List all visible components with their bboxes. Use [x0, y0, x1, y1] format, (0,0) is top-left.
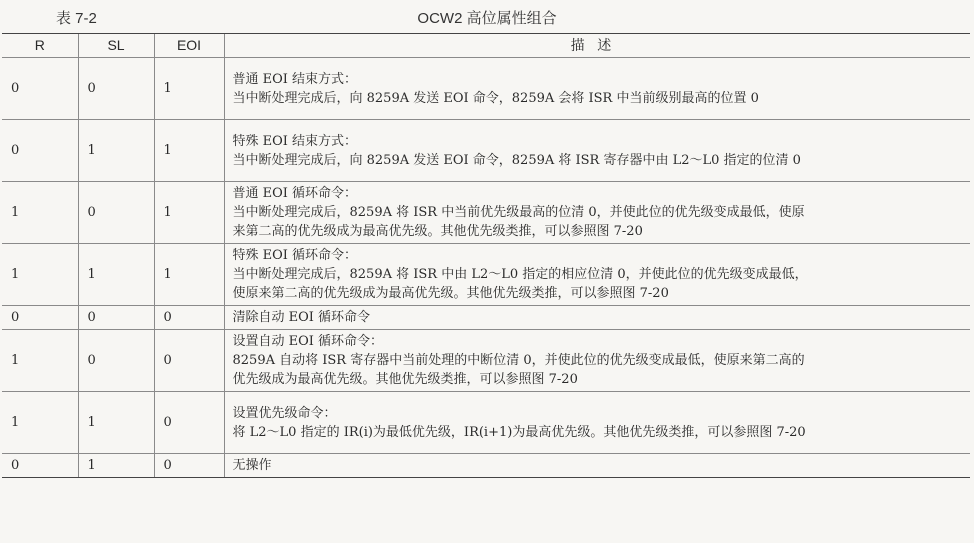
cell-r: 1 [2, 330, 78, 392]
cell-eoi: 1 [154, 58, 224, 120]
cell-eoi: 1 [154, 182, 224, 244]
cell-r: 0 [2, 58, 78, 120]
table-row [2, 392, 970, 454]
table-row [2, 120, 970, 182]
description-line: 使原来第二高的优先级成为最高优先级。其他优先级类推，可以参照图 7-20 [232, 286, 669, 301]
description-line: 优先级成为最高优先级。其他优先级类推，可以参照图 7-20 [232, 372, 578, 387]
description-line: 当中断处理完成后，向 8259A 发送 EOI 命令，8259A 将 ISR 寄存器中由 L2～L0 指定的位清 0 [232, 152, 801, 168]
description-line: 无操作 [232, 458, 272, 473]
cell-description [224, 58, 970, 120]
table-row [2, 330, 970, 392]
cell-r: 1 [2, 392, 78, 454]
description-line: 将 L2～L0 指定的 IR(i)为最低优先级，IR(i+1)为最高优先级。其他优先级类推，可以参照图 7-20 [232, 424, 806, 440]
cell-description [224, 244, 970, 306]
description-line: 来第二高的优先级成为最高优先级。其他优先级类推，可以参照图 7-20 [232, 224, 643, 239]
cell-r: 1 [2, 182, 78, 244]
table-row [2, 306, 970, 330]
header-r: R [2, 34, 78, 58]
cell-r: 1 [2, 244, 78, 306]
cell-description [224, 182, 970, 244]
cell-sl: 1 [78, 454, 154, 478]
description-line: 当中断处理完成后，8259A 将 ISR 中当前优先级最高的位清 0，并使此位的优先级变成最低，使原 [232, 205, 805, 220]
table-row [2, 454, 970, 478]
cell-description [224, 120, 970, 182]
cell-description [224, 330, 970, 392]
cell-sl: 0 [78, 306, 154, 330]
table-title: OCW2 高位属性组合 [417, 10, 557, 27]
table-caption [0, 4, 974, 28]
description-line: 设置优先级命令： [232, 405, 337, 421]
ocw2-attribute-table [2, 33, 970, 478]
cell-eoi: 0 [154, 306, 224, 330]
cell-r: 0 [2, 120, 78, 182]
table-row [2, 58, 970, 120]
cell-sl: 1 [78, 244, 154, 306]
description-line: 普通 EOI 循环命令： [232, 186, 358, 201]
cell-r: 0 [2, 454, 78, 478]
cell-sl: 0 [78, 58, 154, 120]
header-sl: SL [78, 34, 154, 58]
description-line: 设置自动 EOI 循环命令： [232, 334, 384, 349]
cell-sl: 1 [78, 120, 154, 182]
cell-sl: 0 [78, 330, 154, 392]
header-eoi: EOI [154, 34, 224, 58]
cell-r: 0 [2, 306, 78, 330]
header-row [2, 34, 970, 58]
cell-sl: 0 [78, 182, 154, 244]
table-row [2, 182, 970, 244]
header-description: 描述 [224, 34, 970, 58]
description-line: 当中断处理完成后，8259A 将 ISR 中由 L2～L0 指定的相应位清 0，并使此位的优先级变成最低， [232, 267, 808, 282]
cell-eoi: 0 [154, 392, 224, 454]
cell-description [224, 306, 970, 330]
description-line: 特殊 EOI 循环命令： [232, 248, 358, 263]
cell-description [224, 454, 970, 478]
table-number: 表 7-2 [56, 10, 97, 27]
cell-sl: 1 [78, 392, 154, 454]
cell-description [224, 392, 970, 454]
cell-eoi: 1 [154, 120, 224, 182]
cell-eoi: 0 [154, 330, 224, 392]
description-line: 当中断处理完成后，向 8259A 发送 EOI 命令，8259A 会将 ISR 中当前级别最高的位置 0 [232, 90, 759, 106]
description-line: 特殊 EOI 结束方式： [232, 133, 358, 149]
cell-eoi: 0 [154, 454, 224, 478]
description-line: 8259A 自动将 ISR 寄存器中当前处理的中断位清 0，并使此位的优先级变成最低，使原来第二高的 [232, 353, 805, 368]
description-line: 普通 EOI 结束方式： [232, 71, 358, 87]
table-row [2, 244, 970, 306]
description-line: 清除自动 EOI 循环命令 [232, 310, 371, 325]
cell-eoi: 1 [154, 244, 224, 306]
